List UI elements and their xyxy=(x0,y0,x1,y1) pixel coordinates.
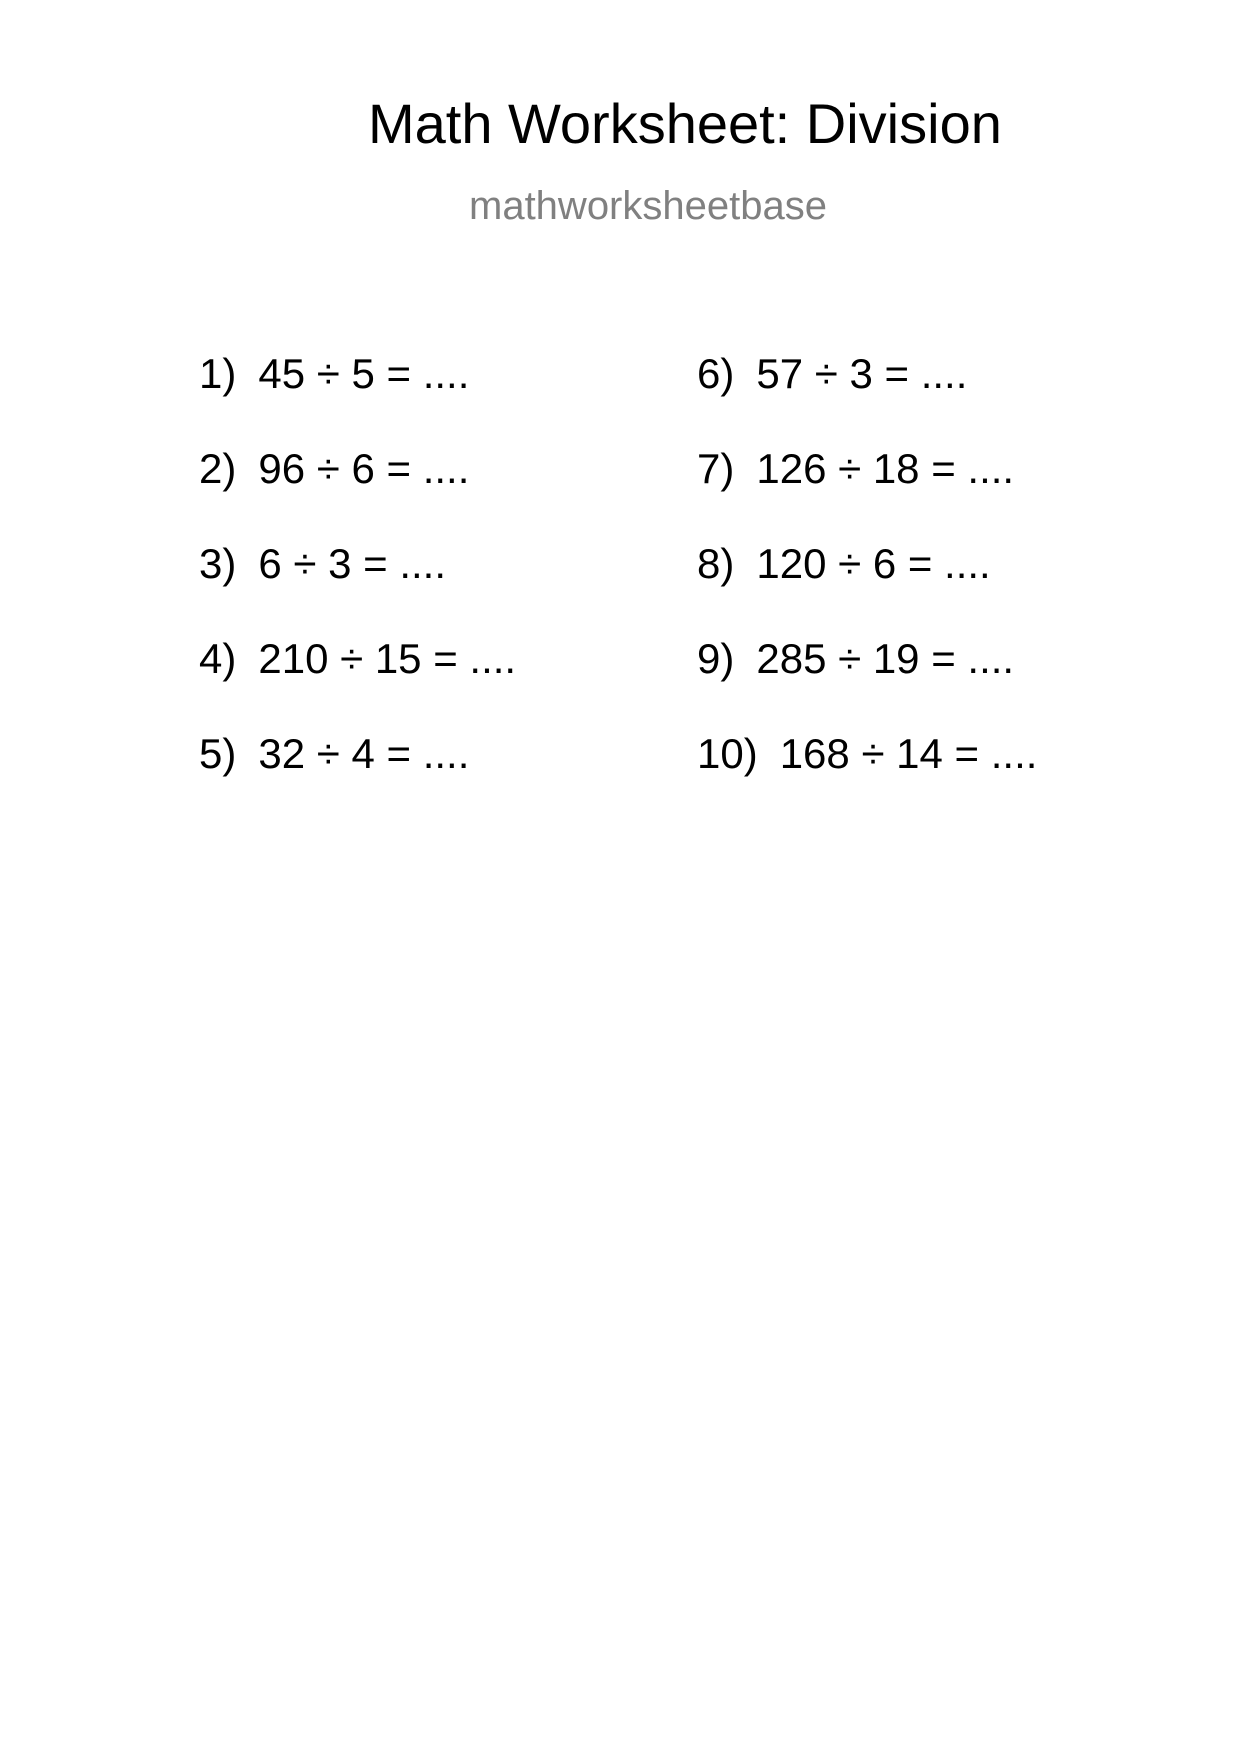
problem-number: 2) xyxy=(199,445,237,492)
problem-number: 8) xyxy=(697,540,735,587)
problem-expression: 168 ÷ 14 = .... xyxy=(779,730,1038,777)
problem-expression: 210 ÷ 15 = .... xyxy=(258,635,517,682)
problem-3 xyxy=(199,540,516,635)
problem-4 xyxy=(199,635,516,730)
problem-number: 7) xyxy=(697,445,735,492)
problem-expression: 96 ÷ 6 = .... xyxy=(258,445,470,492)
problems-right-column xyxy=(697,350,1037,825)
source-label: mathworksheetbase xyxy=(469,184,827,228)
problem-expression: 6 ÷ 3 = .... xyxy=(258,540,447,587)
problem-number: 9) xyxy=(697,635,735,682)
problem-5 xyxy=(199,730,516,825)
problem-6 xyxy=(697,350,1037,445)
problem-8 xyxy=(697,540,1037,635)
problem-number: 1) xyxy=(199,350,237,397)
problem-number: 10) xyxy=(697,730,758,777)
problem-expression: 126 ÷ 18 = .... xyxy=(756,445,1015,492)
problem-9 xyxy=(697,635,1037,730)
problem-expression: 120 ÷ 6 = .... xyxy=(756,540,991,587)
problem-number: 3) xyxy=(199,540,237,587)
problem-1 xyxy=(199,350,516,445)
problem-10 xyxy=(697,730,1037,825)
problem-number: 5) xyxy=(199,730,237,777)
problem-number: 6) xyxy=(697,350,735,397)
problems-left-column xyxy=(199,350,516,825)
problem-2 xyxy=(199,445,516,540)
problem-expression: 57 ÷ 3 = .... xyxy=(756,350,968,397)
page-title: Math Worksheet: Division xyxy=(368,92,1002,155)
problem-expression: 32 ÷ 4 = .... xyxy=(258,730,470,777)
problem-expression: 285 ÷ 19 = .... xyxy=(756,635,1015,682)
problem-expression: 45 ÷ 5 = .... xyxy=(258,350,470,397)
problem-number: 4) xyxy=(199,635,237,682)
problem-7 xyxy=(697,445,1037,540)
